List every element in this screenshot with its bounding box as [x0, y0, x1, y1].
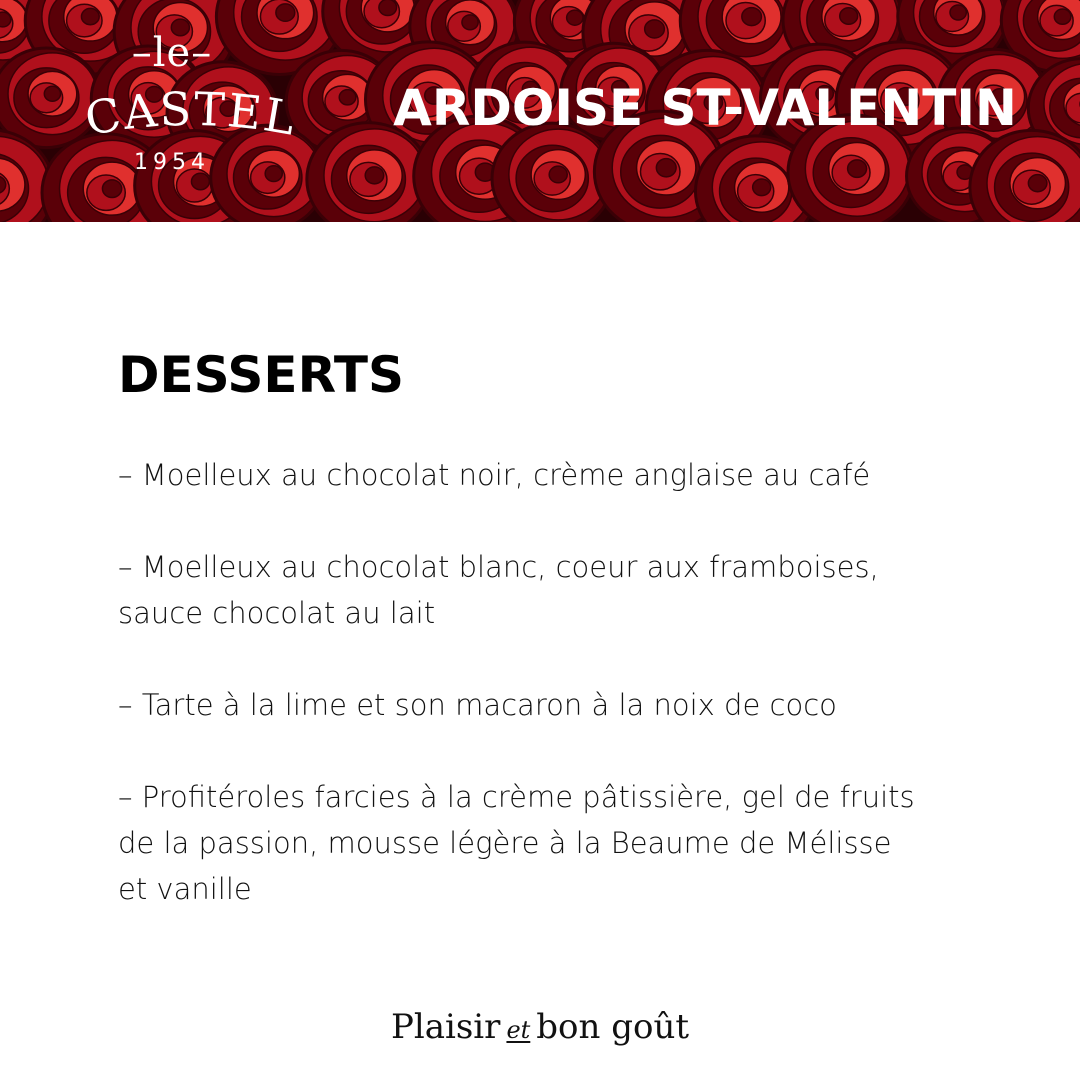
tagline-plaisir: Plaisir — [390, 1007, 501, 1047]
dessert-item: – Moelleux au chocolat noir, crème anglaise au café — [118, 458, 871, 492]
dessert-list — [118, 452, 938, 912]
section-title: DESSERTS — [118, 346, 404, 404]
logo-year: 1954 — [134, 150, 210, 175]
dessert-item: – Profitéroles farcies à la crème pâtissière, gel de fruits de la passion, mousse légère à la Beaume de Mélisse et vanille — [118, 780, 915, 906]
logo-castel-text: CASTEL — [81, 81, 302, 147]
tagline — [0, 1002, 1080, 1055]
svg-text:CASTEL — [81, 82, 301, 146]
dessert-item: – Tarte à la lime et son macaron à la noix de coco — [118, 688, 837, 722]
menu-content — [118, 340, 938, 958]
header-banner — [0, 0, 1080, 222]
logo-le-text: le — [152, 30, 192, 76]
tagline-bon-gout: bon goût — [536, 1007, 690, 1047]
banner-title: ARDOISE ST-VALENTIN — [393, 79, 1017, 137]
dessert-item: – Moelleux au chocolat blanc, coeur aux framboises, sauce chocolat au lait — [118, 550, 879, 630]
tagline-et: et — [506, 1016, 531, 1044]
le-castel-logo: –le– CASTEL 1954 — [62, 30, 322, 190]
